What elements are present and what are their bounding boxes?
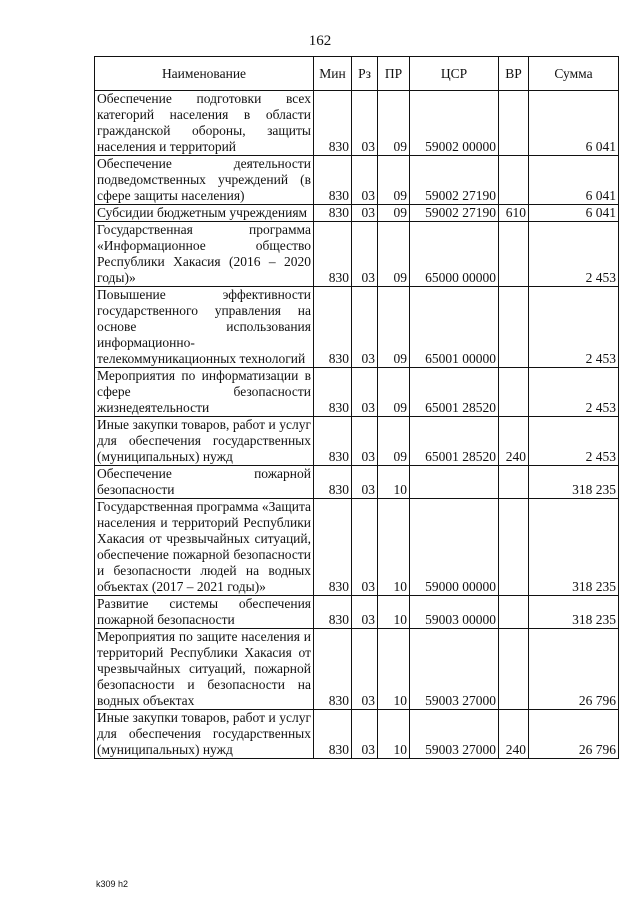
row-rz: 03 <box>352 466 378 499</box>
row-rz: 03 <box>352 156 378 205</box>
row-pr: 09 <box>378 91 410 156</box>
header-min: Мин <box>314 57 352 91</box>
row-rz: 03 <box>352 91 378 156</box>
row-rz: 03 <box>352 629 378 710</box>
table-row <box>95 222 619 287</box>
row-rz: 03 <box>352 710 378 759</box>
row-name: Обеспечение подготовки всех категорий населения в области гражданской обороны, защиты населения и территорий <box>95 91 314 156</box>
row-vr <box>499 596 529 629</box>
row-vr <box>499 222 529 287</box>
table-row <box>95 629 619 710</box>
row-pr: 09 <box>378 222 410 287</box>
table-row <box>95 499 619 596</box>
row-sum: 26 796 <box>529 629 619 710</box>
row-pr: 09 <box>378 205 410 222</box>
row-vr <box>499 91 529 156</box>
row-csr: 59003 27000 <box>410 710 499 759</box>
row-csr: 59000 00000 <box>410 499 499 596</box>
row-min: 830 <box>314 368 352 417</box>
page-number: 162 <box>308 33 332 49</box>
row-min: 830 <box>314 205 352 222</box>
row-name: Обеспечение деятельности подведомственных учреждений (в сфере защиты населения) <box>95 156 314 205</box>
row-name: Государственная программа «Информационное общество Республики Хакасия (2016 – 2020 годы)» <box>95 222 314 287</box>
table-row <box>95 156 619 205</box>
row-vr: 610 <box>499 205 529 222</box>
row-csr: 65000 00000 <box>410 222 499 287</box>
row-csr: 59002 27190 <box>410 205 499 222</box>
row-pr: 10 <box>378 710 410 759</box>
row-name: Иные закупки товаров, работ и услуг для обеспечения государственных (муниципальных) нужд <box>95 710 314 759</box>
header-sum: Сумма <box>529 57 619 91</box>
row-name: Развитие системы обеспечения пожарной безопасности <box>95 596 314 629</box>
row-min: 830 <box>314 156 352 205</box>
row-sum: 318 235 <box>529 499 619 596</box>
row-sum: 318 235 <box>529 466 619 499</box>
row-csr: 65001 28520 <box>410 417 499 466</box>
header-csr: ЦСР <box>410 57 499 91</box>
row-csr: 59003 00000 <box>410 596 499 629</box>
row-rz: 03 <box>352 287 378 368</box>
table-row <box>95 596 619 629</box>
row-vr <box>499 466 529 499</box>
row-sum: 2 453 <box>529 368 619 417</box>
row-csr: 65001 00000 <box>410 287 499 368</box>
row-vr <box>499 499 529 596</box>
row-rz: 03 <box>352 368 378 417</box>
row-name: Иные закупки товаров, работ и услуг для обеспечения государственных (муниципальных) нужд <box>95 417 314 466</box>
header-rz: Рз <box>352 57 378 91</box>
header-vr: ВР <box>499 57 529 91</box>
row-pr: 10 <box>378 629 410 710</box>
row-name: Обеспечение пожарной безопасности <box>95 466 314 499</box>
row-rz: 03 <box>352 222 378 287</box>
row-min: 830 <box>314 596 352 629</box>
row-min: 830 <box>314 417 352 466</box>
row-csr <box>410 466 499 499</box>
row-vr <box>499 156 529 205</box>
row-csr: 65001 28520 <box>410 368 499 417</box>
row-name: Повышение эффективности государственного управления на основе использования информационно-телекоммуникационных технологий <box>95 287 314 368</box>
row-pr: 09 <box>378 368 410 417</box>
budget-table <box>94 56 619 759</box>
row-min: 830 <box>314 287 352 368</box>
header-name: Наименование <box>95 57 314 91</box>
row-pr: 09 <box>378 287 410 368</box>
row-min: 830 <box>314 710 352 759</box>
table-row <box>95 417 619 466</box>
row-name: Государственная программа «Защита населения и территорий Республики Хакасия от чрезвычайных ситуаций, обеспечение пожарной безопасности и безопасности людей на водных объектах (2017 – 2021 годы)» <box>95 499 314 596</box>
table-row <box>95 287 619 368</box>
row-sum: 6 041 <box>529 205 619 222</box>
footer-code: k309 h2 <box>96 879 129 889</box>
table-row <box>95 710 619 759</box>
row-min: 830 <box>314 91 352 156</box>
row-vr <box>499 368 529 417</box>
row-csr: 59003 27000 <box>410 629 499 710</box>
row-rz: 03 <box>352 205 378 222</box>
row-csr: 59002 27190 <box>410 156 499 205</box>
table-row <box>95 91 619 156</box>
row-pr: 10 <box>378 499 410 596</box>
row-sum: 318 235 <box>529 596 619 629</box>
row-vr <box>499 629 529 710</box>
row-vr: 240 <box>499 710 529 759</box>
row-pr: 10 <box>378 596 410 629</box>
row-sum: 6 041 <box>529 156 619 205</box>
table-row <box>95 368 619 417</box>
row-pr: 09 <box>378 417 410 466</box>
row-name: Мероприятия по защите населения и территорий Республики Хакасия от чрезвычайных ситуаций, пожарной безопасности и безопасности на водных объектах <box>95 629 314 710</box>
row-vr <box>499 287 529 368</box>
row-sum: 6 041 <box>529 91 619 156</box>
row-sum: 2 453 <box>529 222 619 287</box>
row-min: 830 <box>314 499 352 596</box>
row-rz: 03 <box>352 596 378 629</box>
row-name: Мероприятия по информатизации в сфере безопасности жизнедеятельности <box>95 368 314 417</box>
row-vr: 240 <box>499 417 529 466</box>
table-row <box>95 466 619 499</box>
row-sum: 26 796 <box>529 710 619 759</box>
row-sum: 2 453 <box>529 417 619 466</box>
row-csr: 59002 00000 <box>410 91 499 156</box>
row-pr: 09 <box>378 156 410 205</box>
header-pr: ПР <box>378 57 410 91</box>
row-rz: 03 <box>352 499 378 596</box>
table-header-row <box>95 57 619 91</box>
row-name: Субсидии бюджетным учреждениям <box>95 205 314 222</box>
row-rz: 03 <box>352 417 378 466</box>
row-pr: 10 <box>378 466 410 499</box>
row-min: 830 <box>314 222 352 287</box>
row-min: 830 <box>314 629 352 710</box>
row-sum: 2 453 <box>529 287 619 368</box>
table-row <box>95 205 619 222</box>
row-min: 830 <box>314 466 352 499</box>
